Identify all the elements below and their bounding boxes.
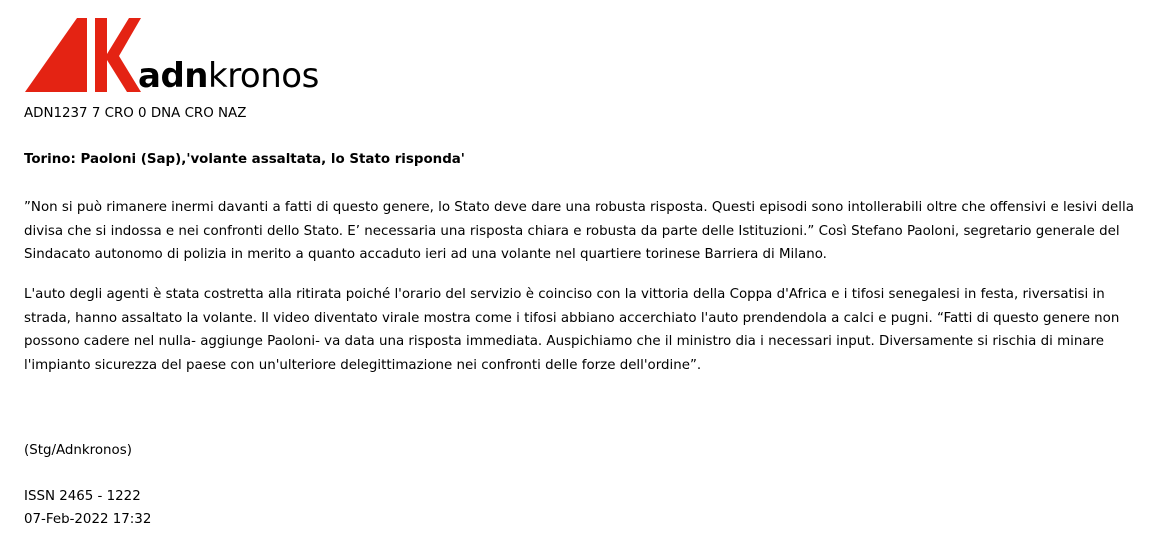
article-title: Torino: Paoloni (Sap),'volante assaltata, lo Stato risponda' xyxy=(24,152,465,167)
logo-wordmark-light: kronos xyxy=(208,56,319,96)
logo-wordmark-bold: adn xyxy=(138,56,208,96)
article-paragraph: L'auto degli agenti è stata costretta alla ritirata poiché l'orario del servizio è coinciso con la vittoria della Coppa d'Africa e i tifosi senegalesi in festa, riversatisi in strada, hanno assaltato la volante. Il video diventato virale mostra come i tifosi abbiano accerchiato l'auto prendendola a calci e pugni. “Fatti di questo genere non possono cadere nel nulla- aggiunge Paoloni- va data una risposta immediata. Auspichiamo che il ministro dia i necessari input. Diversamente si rischia di minare l'impianto sicurezza del paese con un'ulteriore delegittimazione nei confronti delle forze dell'ordine”. xyxy=(24,287,1120,373)
issn-number: ISSN 2465 - 1222 xyxy=(24,489,141,504)
adnkronos-logo xyxy=(25,18,335,96)
article-paragraph: ”Non si può rimanere inermi davanti a fatti di questo genere, lo Stato deve dare una robusta risposta. Questi episodi sono intollerabili oltre che offensivi e lesivi della divisa che si indossa e nei confronti dello Stato. E’ necessaria una risposta chiara e robusta da parte delle Istituzioni.” Così Stefano Paoloni, segretario generale del Sindacato autonomo di polizia in merito a quanto accaduto ieri ad una volante nel quartiere torinese Barriera di Milano. xyxy=(24,200,1134,262)
publication-timestamp: 07-Feb-2022 17:32 xyxy=(24,512,152,527)
dispatch-code: ADN1237 7 CRO 0 DNA CRO NAZ xyxy=(24,106,247,121)
logo-wordmark xyxy=(138,56,319,96)
adnkronos-logo-icon xyxy=(25,18,141,94)
article-source: (Stg/Adnkronos) xyxy=(24,443,132,458)
